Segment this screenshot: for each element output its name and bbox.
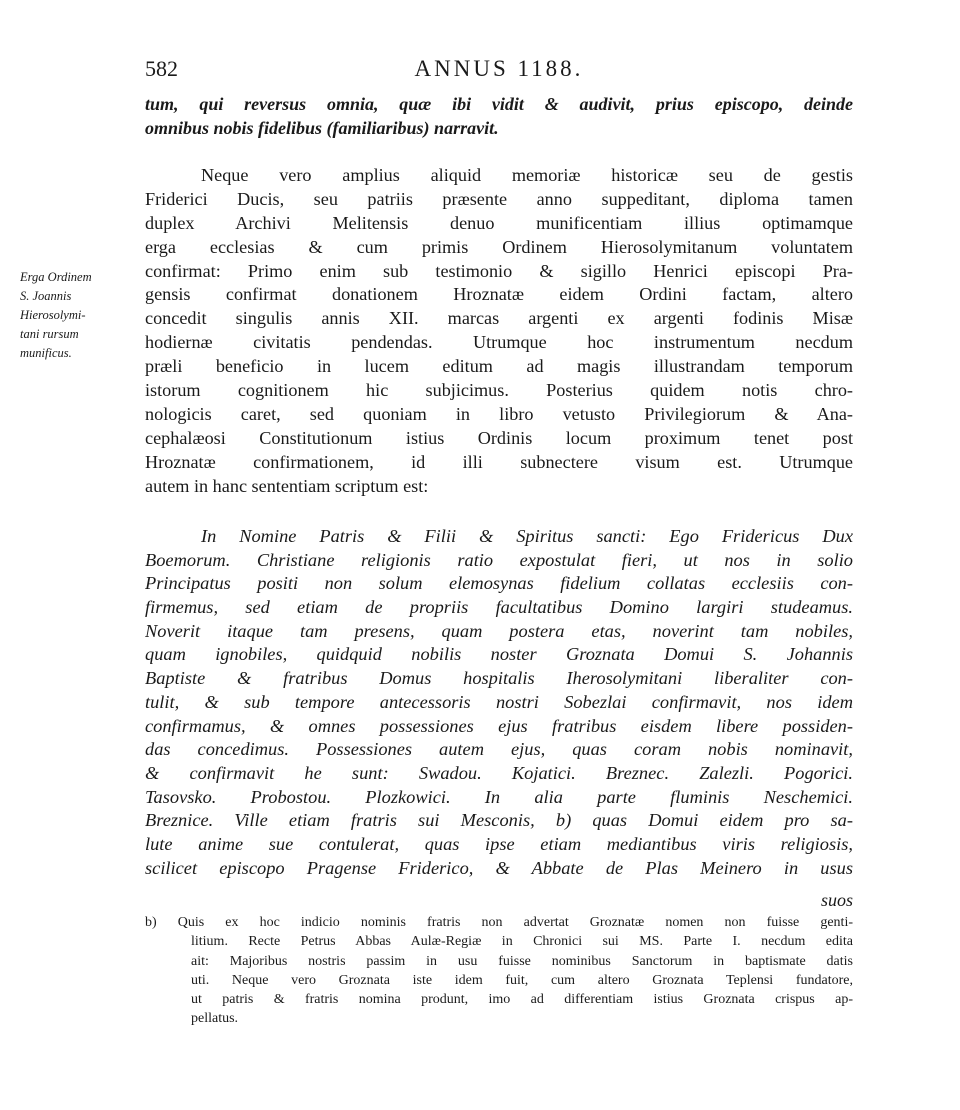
margin-note-line: munificus. [20, 346, 72, 360]
charter-line: Breznice. Ville etiam fratris sui Mesconis, b) quas Domui eidem pro sa- [145, 810, 853, 831]
paragraph-line: concedit singulis annis XII. marcas argenti ex argenti fodinis Misæ [145, 308, 853, 329]
charter-line: quam ignobiles, quidquid nobilis noster Groznata Domui S. Johannis [145, 644, 853, 665]
running-title: ANNUS 1188. [414, 56, 584, 81]
catchword: suos [820, 890, 853, 910]
footnote-line: ait: Majoribus nostris passim in usu fuisse nominibus Sanctorum in baptismate datis [191, 953, 853, 969]
charter-line: firmemus, sed etiam de propriis facultatibus Domino largiri studeamus. [145, 597, 853, 618]
footnote [145, 913, 853, 1029]
charter-line: In Nomine Patris & Filii & Spiritus sancti: Ego Fridericus Dux [201, 526, 853, 546]
charter-line: & confirmavit he sunt: Swadou. Kojatici. Breznec. Zalezli. Pogorici. [145, 762, 853, 783]
page-number: 582 [145, 56, 178, 81]
charter-line: lute anime sue contulerat, quas ipse etiam mediantibus viris religiosis, [145, 833, 853, 854]
margin-note-line: tani rursum [20, 327, 79, 341]
paragraph-line: hodiernæ civitatis pendendas. Utrumque hoc instrumentum necdum [145, 332, 853, 353]
footnote-line: ut patris & fratris nomina produnt, imo ad differentiam istius Groznata crispus ap- [191, 992, 853, 1008]
paragraph-line: Neque vero amplius aliquid memoriæ historicæ seu de gestis [201, 165, 853, 185]
intro-text [145, 92, 853, 140]
footnote-line: pellatus. [191, 1011, 239, 1027]
footnote-line: litium. Recte Petrus Abbas Aulæ-Regiæ in Chronici sui MS. Parte I. necdum edita [191, 934, 853, 950]
paragraph-line: cephalæosi Constitutionum istius Ordinis locum proximum tenet post [145, 427, 853, 448]
paragraph-line: istorum cognitionem hic subjicimus. Posterius quidem notis chro- [145, 380, 853, 401]
paragraph-line: nologicis caret, sed quoniam in libro vetusto Privilegiorum & Ana- [145, 403, 853, 424]
paragraph-line: præli beneficio in lucem editum ad magis illustrandam temporum [145, 356, 853, 377]
margin-note-line: S. Joannis [20, 289, 72, 303]
footnote-line: uti. Neque vero Groznata iste idem fuit, cum altero Groznata Teplensi fundatore, [191, 972, 853, 988]
charter-line: confirmamus, & omnes possessiones ejus fratribus eisdem libere possiden- [145, 715, 853, 736]
paragraph-line: erga ecclesias & cum primis Ordinem Hierosolymitanum voluntatem [145, 236, 853, 257]
charter-line: Tasovsko. Probostou. Plozkowici. In alia parte fluminis Neschemici. [145, 786, 853, 807]
charter-line: Baptiste & fratribus Domus hospitalis Iherosolymitani liberaliter con- [145, 668, 853, 689]
margin-note-line: Hierosolymi- [20, 308, 86, 322]
intro-line: tum, qui reversus omnia, quæ ibi vidit & audivit, prius episcopo, deinde [145, 94, 853, 114]
charter-line: tulit, & sub tempore antecessoris nostri Sobezlai confirmavit, nos idem [145, 691, 853, 712]
paragraph-line: confirmat: Primo enim sub testimonio & sigillo Henrici episcopi Pra- [145, 260, 853, 281]
charter-line: das concedimus. Possessiones autem ejus, quas coram nobis nominavit, [145, 739, 853, 760]
margin-note-line: Erga Ordinem [20, 270, 92, 284]
charter-line: Principatus positi non solum elemosynas fidelium collatas ecclesiis con- [145, 573, 853, 594]
page-header [145, 56, 853, 92]
charter-line: scilicet episcopo Pragense Friderico, & Abbate de Plas Meinero in usus [145, 857, 853, 878]
paragraph-line: gensis confirmat donationem Hroznatæ eidem Ordini factam, altero [145, 284, 853, 305]
charter-line: Noverit itaque tam presens, quam postera etas, noverint tam nobiles, [145, 620, 853, 641]
paragraph-line: autem in hanc sententiam scriptum est: [145, 475, 429, 496]
margin-note [20, 268, 142, 363]
paragraph-line: Friderici Ducis, seu patriis præsente anno suppeditant, diploma tamen [145, 188, 853, 209]
charter-text [145, 525, 853, 880]
footnote-line: b) Quis ex hoc indicio nominis fratris non advertat Groznatæ nomen non fuisse genti- [145, 915, 853, 930]
charter-line: Boemorum. Christiane religionis ratio expostulat fieri, ut nos in solio [145, 549, 853, 570]
intro-line: omnibus nobis fidelibus (familiaribus) narravit. [145, 118, 499, 138]
paragraph-line: Hroznatæ confirmationem, id illi subnectere visum est. Utrumque [145, 451, 853, 472]
paragraph-line: duplex Archivi Melitensis denuo munificentiam illius optimamque [145, 212, 853, 233]
main-paragraph [145, 164, 853, 498]
